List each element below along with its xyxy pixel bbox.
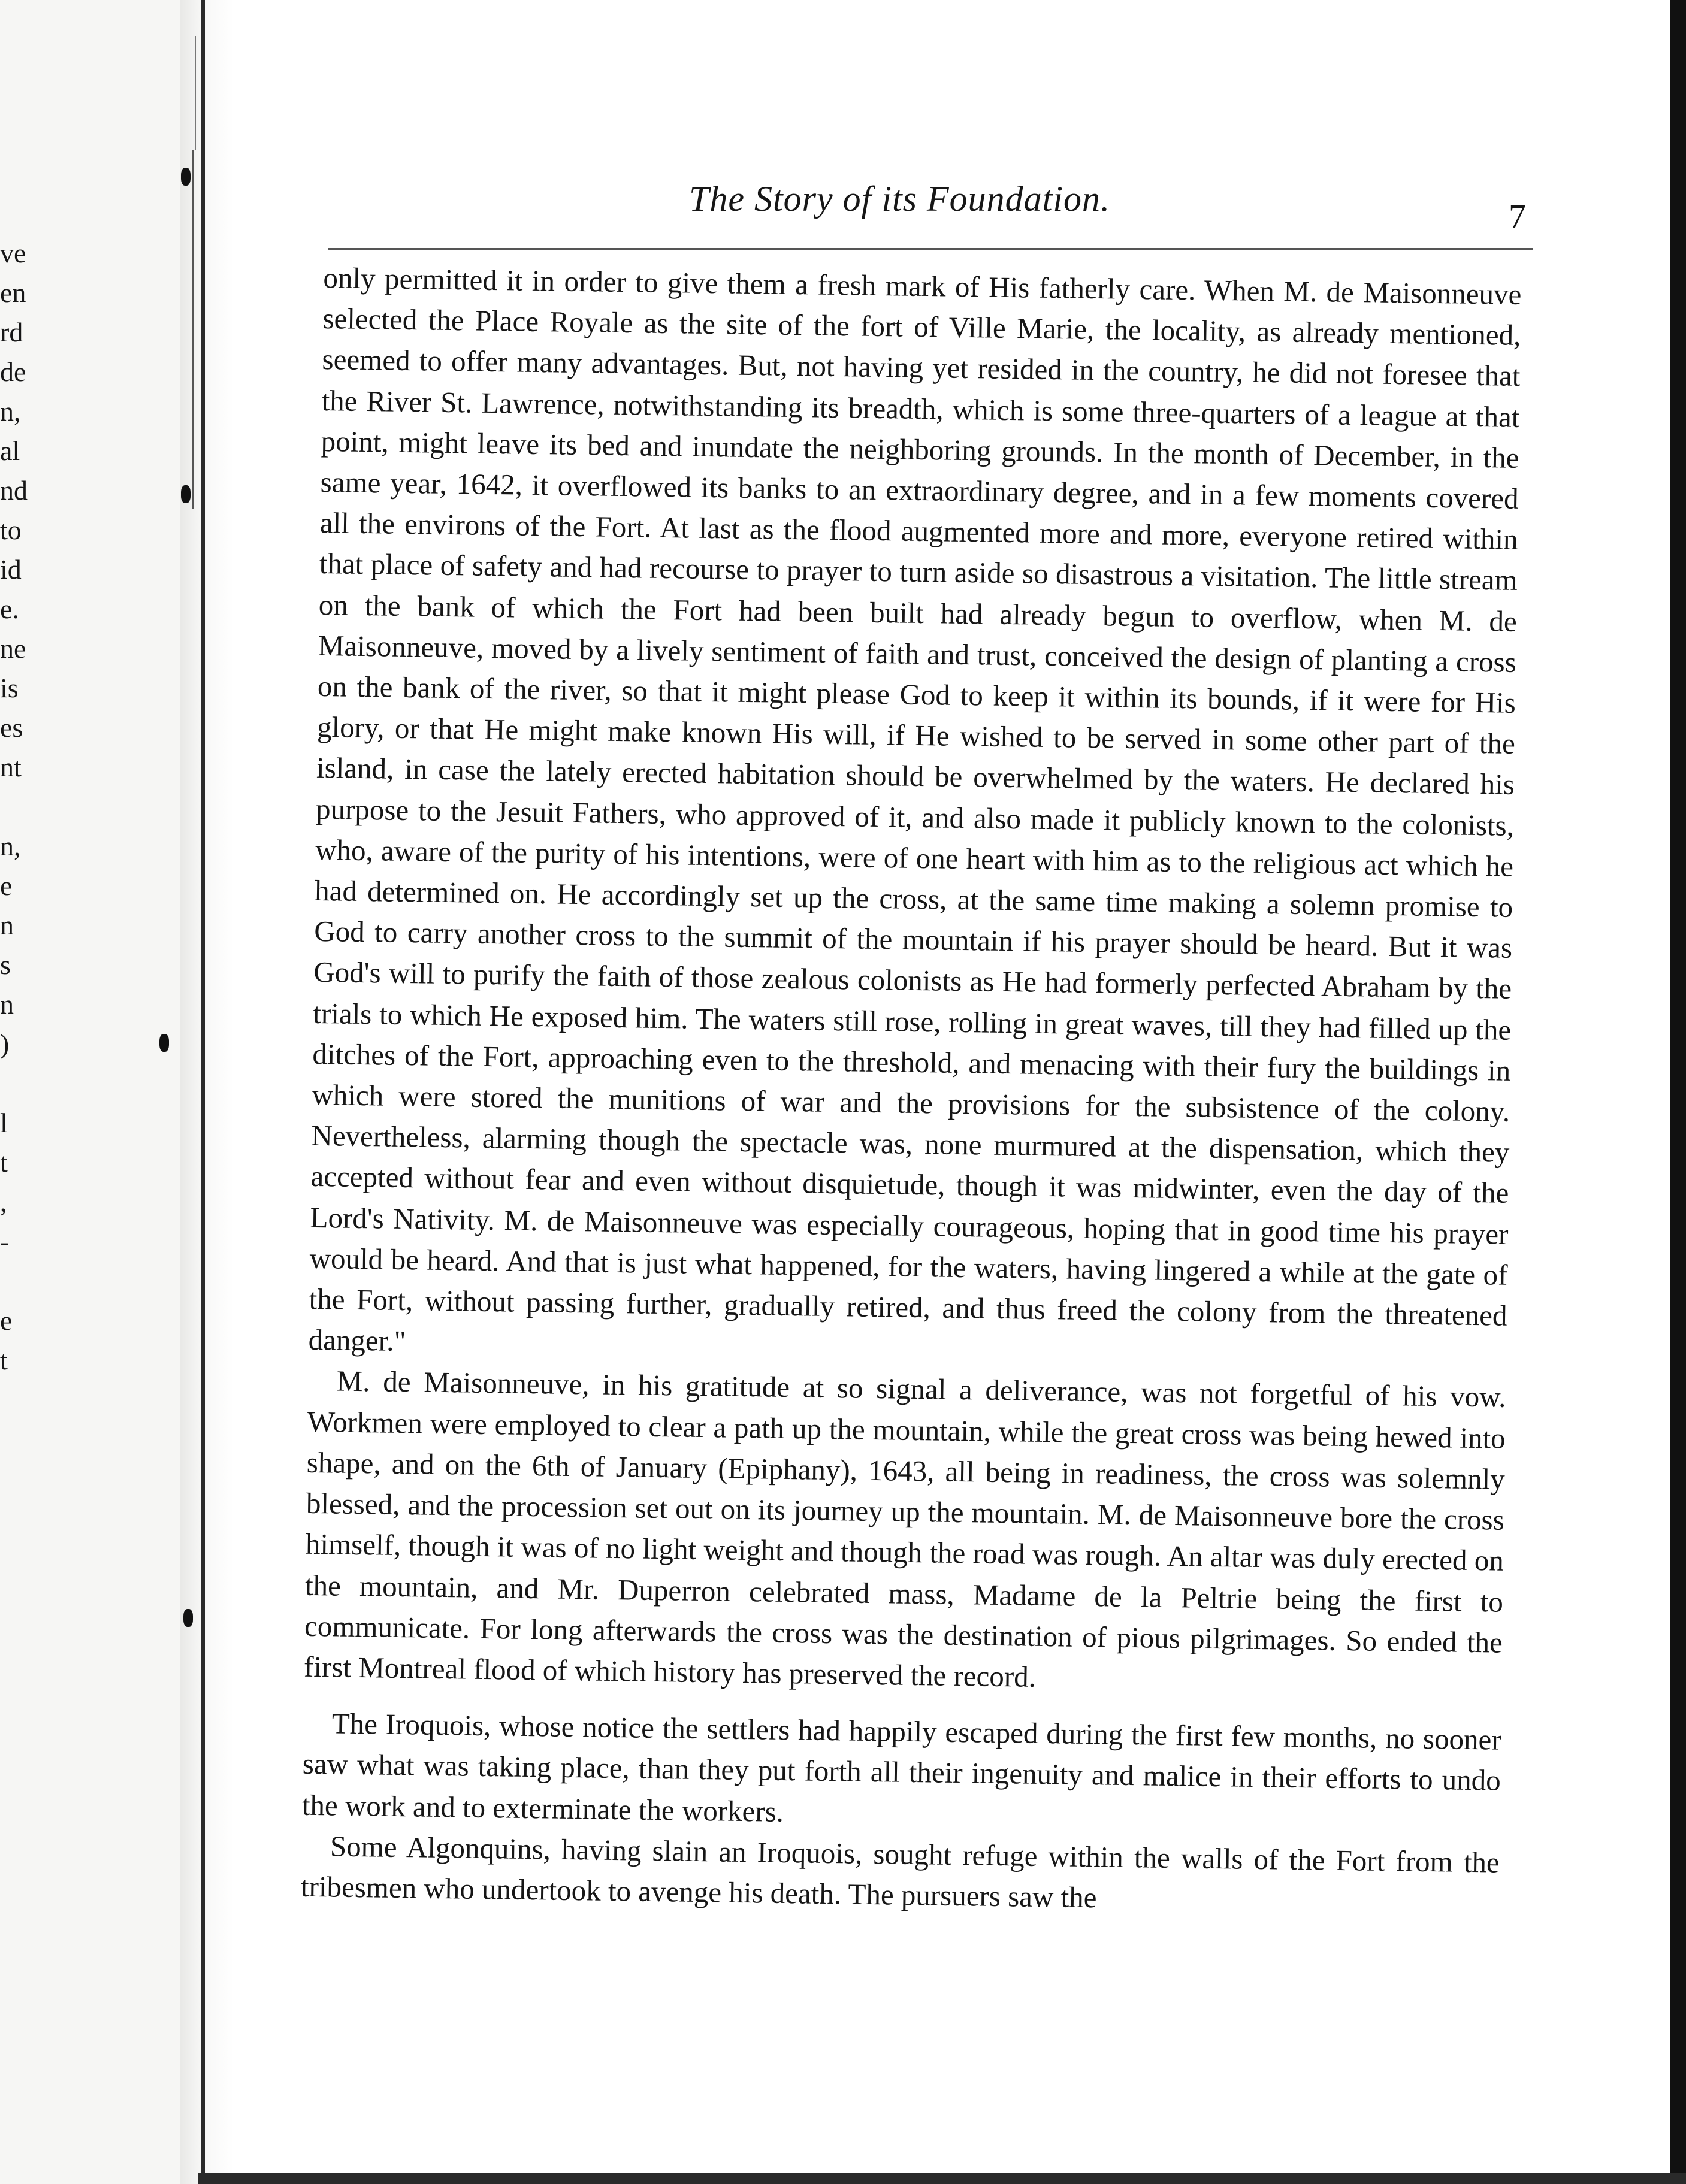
- fragment-line: t: [0, 1147, 8, 1178]
- fragment-line: n: [0, 989, 14, 1020]
- fragment-line: es: [0, 712, 23, 743]
- fragment-line: al: [0, 435, 20, 466]
- fragment-line: [0, 1064, 48, 1103]
- binding-mark: [181, 168, 191, 186]
- fragment-line: t: [0, 1345, 8, 1375]
- fragment-line: rd: [0, 317, 23, 347]
- fragment-line: ne: [0, 633, 26, 664]
- fragment-line: to: [0, 515, 22, 545]
- scan-right-border: [1670, 0, 1686, 2184]
- paragraph: The Iroquois, whose notice the settlers had happily escaped during the first few months, no sooner saw what was taking place, than they put forth all their ingenuity and malice in their efforts to undo the work and to exterminate the workers.: [301, 1707, 1502, 1828]
- fragment-line: e.: [0, 594, 19, 624]
- fragment-line: [0, 1262, 48, 1301]
- fragment-line: ,: [0, 1187, 7, 1217]
- binding-line: [192, 150, 194, 509]
- fragment-line: ve: [0, 238, 26, 268]
- fragment-line: l: [0, 1108, 8, 1138]
- fragment-line: is: [0, 673, 19, 703]
- running-title: The Story of its Foundation.: [689, 179, 1110, 219]
- body-text: [301, 258, 1522, 1924]
- header-rule: [328, 248, 1533, 250]
- book-gutter-line: [201, 0, 205, 2184]
- fragment-line: nd: [0, 475, 28, 506]
- fragment-line: [0, 787, 48, 827]
- binding-mark: [181, 485, 191, 503]
- fragment-line: ): [0, 1029, 10, 1059]
- fragment-line: en: [0, 277, 26, 308]
- fragment-line: id: [0, 554, 22, 585]
- fragment-line: e: [0, 1305, 13, 1336]
- fragment-line: n,: [0, 831, 21, 861]
- fragment-line: n: [0, 910, 14, 940]
- paragraph: Some Algonquins, having slain an Iroquois, sought refuge within the walls of the Fort from the tribesmen who undertook to avenge his death. The pursuers saw the: [300, 1829, 1500, 1914]
- page-number: 7: [1509, 197, 1526, 236]
- binding-line: [195, 36, 196, 150]
- paragraph: only permitted it in order to give them a fresh mark of His fatherly care. When M. de Maisonneuve selected the Place Royale as the site of the fort of Ville Marie, the locality, as already mentioned, seemed to offer many advantages. But, not having yet resided in the country, he did not foresee that the River St. Lawrence, notwithstanding its breadth, which is some three-quarters of a league at that point, might leave its bed and inundate the neighboring grounds. In the month of December, in the same year, 1642, it overflowed its banks to an extraordinary degree, and in a few moments covered all the environs of the Fort. At last as the flood augmented more and more, everyone retired within that place of safety and had recourse to prayer to turn aside so disastrous a visitation. The little stream on the bank of which the Fort had been built had already begun to overflow, when M. de Maisonneuve, moved by a lively sentiment of faith and trust, conceived the design of planting a cross on the bank of the river, so that it might please God to keep it within its bounds, if it were for His glory, or that He might make known His will, if He wished to be served in some other part of the island, in case the lately erected habitation should be overwhelmed by the waters. He declared his purpose to the Jesuit Fathers, who approved of it, and also made it publicly known to the colonists, who, aware of the purity of his intentions, were of one heart with him as to the religious act which he had determined on. He accordingly set up the cross, at the same time making a solemn promise to God to carry another cross to the summit of the mountain if his prayer should be heard. But it was God's will to purify the faith of those zealous colonists as He had formerly perfected Abraham by the trials to which He exposed him. The waters still rose, rolling in great waves, till they had filled up the ditches of the Fort, approaching even to the threshold, and menacing with their fury the buildings in which were stored the munitions of war and the provisions for the subsistence of the colony. Nevertheless, alarming though the spectacle was, none murmured at the dispensation, which they accepted without fear and even without disquietude, though it was midwinter, even the day of the Lord's Nativity. M. de Maisonneuve was especially courageous, hoping that in good time his prayer would be heard. And that is just what happened, for the waters, having lingered a while at the gate of the Fort, without passing further, gradually retired, and thus freed the colony from the threatened danger.": [308, 261, 1522, 1358]
- fragment-line: -: [0, 1226, 10, 1257]
- book-gutter-shadow: [180, 0, 234, 2184]
- paragraph: M. de Maisonneuve, in his gratitude at so signal a deliverance, was not forgetful of his vow. Workmen were employed to clear a path up the mountain, while the great cross was being hewed into shape, and on the 6th of January (Epiphany), 1643, all being in readiness, the cross was solemnly blessed, and the procession set out on its journey up the mountain. M. de Maisonneuve bore the cross himself, though it was of no light weight and though the road was rough. An altar was duly erected on the mountain, and Mr. Duperron celebrated mass, Madame de la Peltrie being the first to communicate. For long afterwards the cross was the destination of pious pilgrimages. So ended the first Montreal flood of which history has preserved the record.: [303, 1364, 1507, 1693]
- fragment-line: nt: [0, 752, 22, 782]
- facing-page-text-fragments: [0, 234, 48, 1380]
- fragment-line: de: [0, 356, 26, 387]
- binding-mark: [159, 1034, 169, 1052]
- facing-page-edge: [0, 0, 180, 2184]
- scan-bottom-border: [198, 2173, 1686, 2184]
- fragment-line: n,: [0, 396, 21, 426]
- fragment-line: e: [0, 870, 13, 901]
- fragment-line: s: [0, 949, 11, 980]
- binding-mark: [183, 1609, 193, 1627]
